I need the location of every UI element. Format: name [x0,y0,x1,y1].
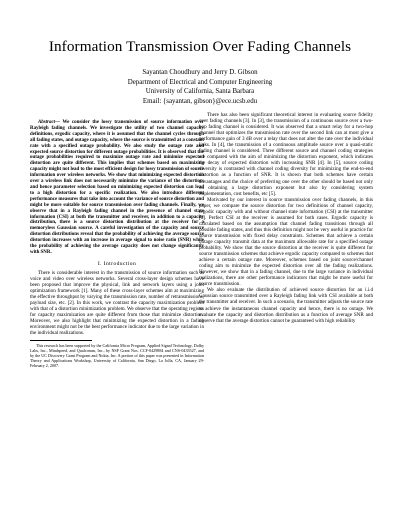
abstract [30,120,204,256]
footnote: This research has been supported by the California Micro Program, Applied Signal Technology, Dolby Labs, Inc., Mindspeed, and Qualcomm, Inc., by NSF Grant Nos. CCF-0429884 and CNS-0435527, and by the UC Discovery Grant Program and Nokia, Inc. A portion of this paper was presented in Information Theory and Applications Workshop, University of California, San Diego, La Jolla, CA, January 29-February 2, 2007. [30,343,204,369]
paper-title: Information Transmission Over Fading Channels [48,38,352,55]
author-department: Department of Electrical and Computer Engineering [127,78,273,86]
right-column [199,112,373,324]
body-paragraph: Motivated by our interest in source transmission over fading channels, in this paper, we compare the source distortion for two definitions of channel capacity, ergodic capacity with and without channel state information (CSI) at the transmitter [6]. Perfect CSI at the receiver is assumed for both cases. Ergodic capacity is calculated based on the assumption that channel fading transitions through all possible fading states, and thus this definition might not be very useful in practice for source transmission with fixed delay constraints. Schemes that achieve a certain outage capacity transmit data at the maximum allowable rate for a specified outage probability. We show that the source distortion at the receiver is quite different for source transmission schemes that achieve ergodic capacity compared to schemes that achieve a certain outage rate. Moreover, schemes based on joint source/channel coding aim to minimize the expected distortion over all the fading realizations. However, we show that in a fading channel, due to the large variance in individual realizations, there are other performance indicators that might be more useful for source transmission. [199,196,373,288]
author-university: University of California, Santa Barbara [145,88,255,95]
body-paragraph: There has also been significant theoretical interest in evaluating source fidelity over fading channels [3]. In [3], the transmission of a continuous source over a two-hop fading channel is considered. It was observed that a smart relay for a two-hop channel that optimizes the transmission rate over the second link can at most give a performance gain of 3 dB over a relay that does not alter the rate over the individual links. In [4], the transmission of a continuous amplitude source over a quasi-static fading channel is considered. Three different source and channel coding strategies are compared with the aim of minimizing the distortion exponent, which indicates the decay of expected distortion with increasing SNR [4]. In [5], source coding diversity is contrasted with channel coding diversity for minimizing the end-to-end distortion as a function of SNR. It is shown that both schemes have certain advantages and the choice of preferring one over the other should be based not only on obtaining a large distortion exponent but also by considering system implementation, cost benefits, etc [5]. [199,112,373,197]
section-heading-introduction: I. Introduction [97,260,137,267]
left-column [30,120,204,368]
body-paragraph: We also evaluate the distribution of achieved source distortion for an i.i.d Gaussian source transmitted over a Rayleigh fading link with CSI available at both the transmitter and receiver. In such a scenario, the transmitter adjusts the source rate to achieve the instantaneous channel capacity and hence, there is no outage. We evaluate the capacity and distortion distribution as a function of average SNR and observe that the average distortion cannot be guaranteed with high reliability [199,287,373,324]
author-email: Email: {sayantan, gibson}@ece.ucsb.edu [142,97,258,105]
abstract-label: Abstract [38,120,56,125]
intro-paragraph: There is considerable interest in the transmission of source information such as voice and video over wireless networks. Several cross-layer design schemes have been proposed that improve the physical, link and network layers using a joint optimization framework [1]. Many of these cross-layer schemes aim at maximizing the effective throughput by varying the transmission rate, number of retransmissions, payload size, etc. [2]. In this work, we contrast the capacity maximization problem with that of a distortion minimization problem. We observe that the operating regions for capacity maximization are quite different from those that minimize distortion. Moreover, we also highlight that minimizing the expected distortion in a fading environment might not be the best performance indicator due to the large variation in the individual realizations. [30,269,204,337]
abstract-text: — We consider the lossy transmission of source information over Rayleigh fading channels. We investigate the utility of two channel capacity definitions, ergodic capacity, where it is assumed that the channel cycles through all fading states, and outage capacity, where the source is transmitted at a constant rate with a specified outage probability. We also study the outage rate and expected source distortion for different outage probabilities. It is observed that the outage probabilities required to maximize outage rate and minimize expected distortion are quite different. This implies that schemes based on maximizing capacity might not lead to the most efficient design for lossy transmission of source information over wireless networks. We show that minimizing expected distortion over a wireless link does not necessarily minimize the variance of the distortion, and hence parameter selection based on minimizing expected distortion can lead to a high distortion for a specific realization. We also introduce different performance measures that take into account the variance of source distortion and might be more suitable for source transmission over fading channels. Finally, we observe that in a Rayleigh fading channel in the presence of channel state information (CSI) at both the transmitter and receiver, in addition to a capacity distribution, there is a source distortion distribution at the receiver for a memoryless Gaussian source. A careful investigation of the capacity and source distortion distributions reveal that the probability of achieving the average source distortion increases with an increase in average signal to noise ratio (SNR) while the probability of achieving the average capacity does not change significantly with SNR. [30,120,204,255]
author-block [0,68,400,106]
author-names: Sayantan Choudhury and Jerry D. Gibson [142,69,258,76]
footnote-divider [30,340,92,341]
